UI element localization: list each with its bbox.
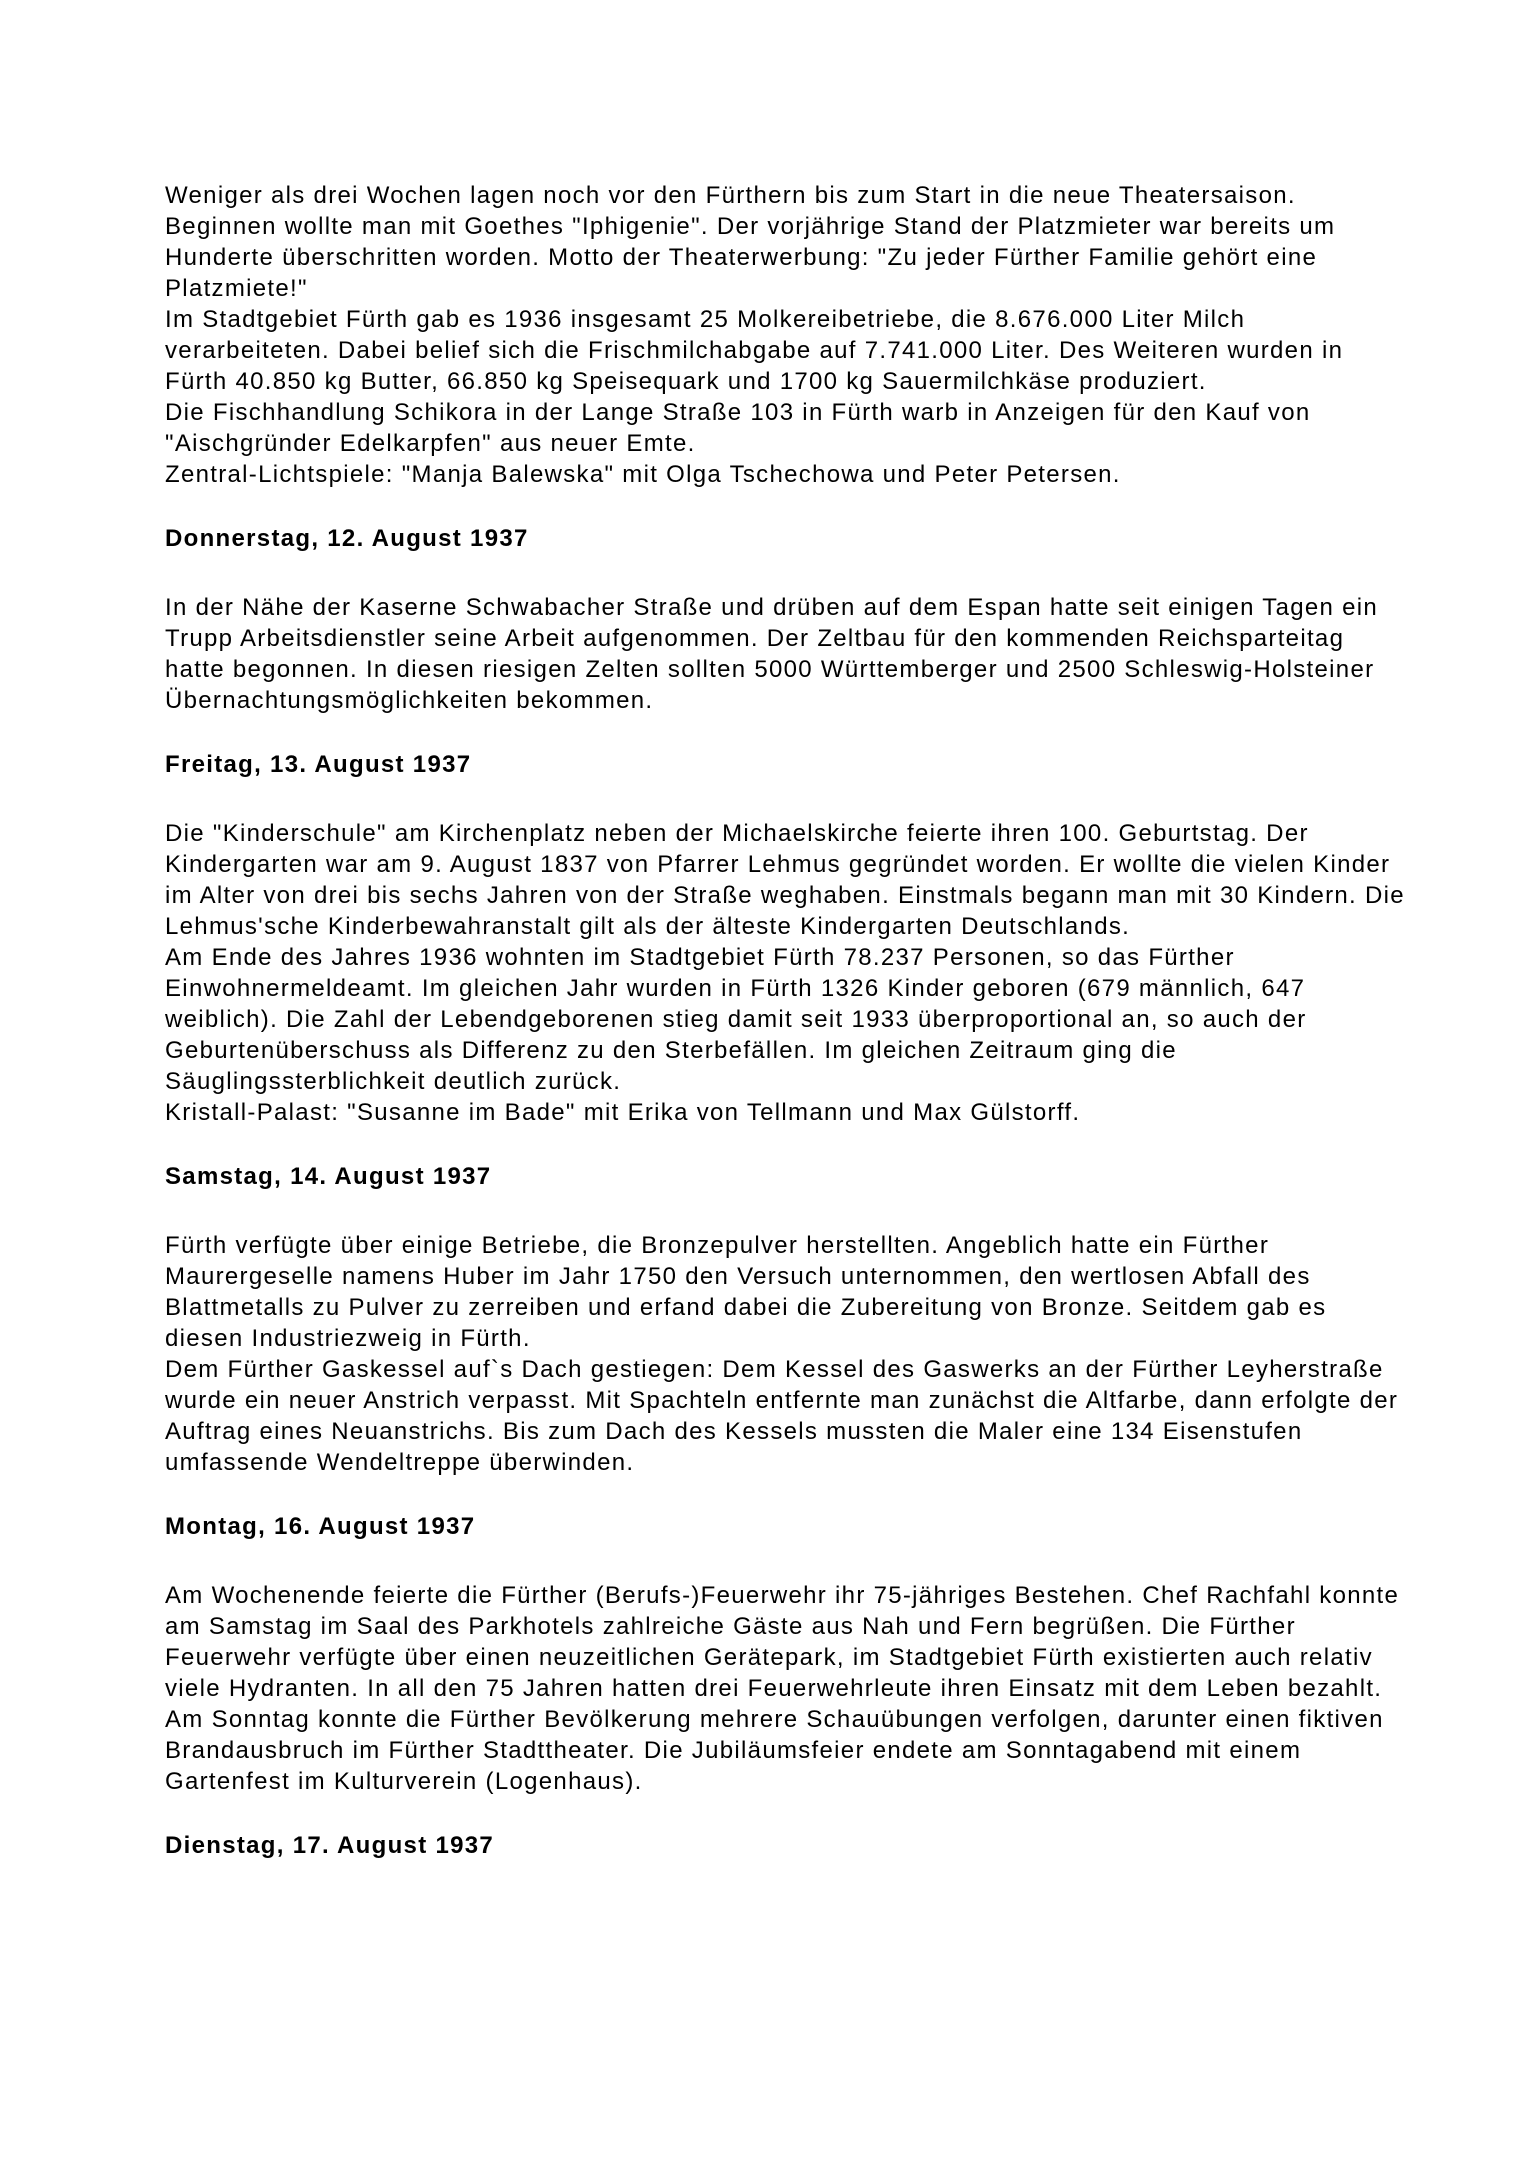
paragraph-reichsparteitag-zeltbau: In der Nähe der Kaserne Schwabacher Straße und drüben auf dem Espan hatte seit einigen Tagen ein Trupp Arbeitsdienstler seine Arbeit aufgenommen. Der Zeltbau für den kommenden Reichsparteitag hatte begonnen. In diesen riesigen Zelten sollten 5000 Württemberger und 2500 Schleswig-Holsteiner Übernachtungsmöglichkeiten bekommen.: [165, 594, 1379, 714]
section-heading-samstag-14-august-1937: Samstag, 14. August 1937: [165, 1163, 492, 1190]
paragraph-einwohnerstatistik: Am Ende des Jahres 1936 wohnten im Stadtgebiet Fürth 78.237 Personen, so das Fürther Einwohnermeldeamt. Im gleichen Jahr wurden in Fürth 1326 Kinder geboren (679 männlich, 647 weiblich). Die Zahl der Lebendgeborenen stieg damit seit 1933 überproportional an, so auch der Geburtenüberschuss als Differenz zu den Sterbefällen. Im gleichen Zeitraum ging die Säuglingssterblichkeit deutlich zurück.: [165, 944, 1307, 1095]
paragraph-gaskessel: Dem Fürther Gaskessel auf`s Dach gestiegen: Dem Kessel des Gaswerks an der Fürther Leyherstraße wurde ein neuer Anstrich verpasst. Mit Spachteln entfernte man zunächst die Altfarbe, dann erfolgte der Auftrag eines Neuanstrichs. Bis zum Dach des Kessels mussten die Maler eine 134 Eisenstufen umfassende Wendeltreppe überwinden.: [165, 1356, 1399, 1476]
section-heading-dienstag-17-august-1937: Dienstag, 17. August 1937: [165, 1832, 495, 1859]
paragraph-feuerwehr-jubilaeum: Am Wochenende feierte die Fürther (Berufs-)Feuerwehr ihr 75-jähriges Bestehen. Chef Rachfahl konnte am Samstag im Saal des Parkhotels zahlreiche Gäste aus Nah und Fern begrüßen. Die Fürther Feuerwehr verfügte über einen neuzeitlichen Gerätepark, im Stadtgebiet Fürth existierten auch relativ viele Hydranten. In all den 75 Jahren hatten drei Feuerwehrleute ihren Einsatz mit dem Leben bezahlt. Am Sonntag konnte die Fürther Bevölkerung mehrere Schauübungen verfolgen, darunter einen fiktiven Brandausbruch im Fürther Stadttheater. Die Jubiläumsfeier endete am Sonntagabend mit einem Gartenfest im Kulturverein (Logenhaus).: [165, 1582, 1400, 1795]
paragraph-bronzepulver: Fürth verfügte über einige Betriebe, die Bronzepulver herstellten. Angeblich hatte ein Fürther Maurergeselle namens Huber im Jahr 1750 den Versuch unternommen, den wertlosen Abfall des Blattmetalls zu Pulver zu zerreiben und erfand dabei die Zubereitung von Bronze. Seitdem gab es diesen Industriezweig in Fürth.: [165, 1232, 1327, 1352]
intro-paragraph-zentral-lichtspiele: Zentral-Lichtspiele: "Manja Balewska" mit Olga Tschechowa und Peter Petersen.: [165, 461, 1121, 488]
document-content: [165, 180, 1405, 1899]
section-heading-montag-16-august-1937: Montag, 16. August 1937: [165, 1513, 476, 1540]
intro-paragraph-theatersaison: Weniger als drei Wochen lagen noch vor den Fürthern bis zum Start in die neue Theatersaison. Beginnen wollte man mit Goethes "Iphigenie". Der vorjährige Stand der Platzmieter war bereits um Hunderte überschritten worden. Motto der Theaterwerbung: "Zu jeder Fürther Familie gehört eine Platzmiete!": [165, 182, 1336, 302]
intro-paragraph-molkereibetriebe: Im Stadtgebiet Fürth gab es 1936 insgesamt 25 Molkereibetriebe, die 8.676.000 Liter Milch verarbeiteten. Dabei belief sich die Frischmilchabgabe auf 7.741.000 Liter. Des Weiteren wurden in Fürth 40.850 kg Butter, 66.850 kg Speisequark und 1700 kg Sauermilchkäse produziert.: [165, 306, 1344, 395]
paragraph-kristall-palast: Kristall-Palast: "Susanne im Bade" mit Erika von Tellmann und Max Gülstorff.: [165, 1099, 1081, 1126]
paragraph-kinderschule: Die "Kinderschule" am Kirchenplatz neben der Michaelskirche feierte ihren 100. Geburtstag. Der Kindergarten war am 9. August 1837 von Pfarrer Lehmus gegründet worden. Er wollte die vielen Kinder im Alter von drei bis sechs Jahren von der Straße weghaben. Einstmals begann man mit 30 Kindern. Die Lehmus'sche Kinderbewahranstalt gilt als der älteste Kindergarten Deutschlands.: [165, 820, 1405, 940]
section-heading-donnerstag-12-august-1937: Donnerstag, 12. August 1937: [165, 525, 529, 552]
intro-paragraph-fischhandlung: Die Fischhandlung Schikora in der Lange Straße 103 in Fürth warb in Anzeigen für den Kauf von "Aischgründer Edelkarpfen" aus neuer Emte.: [165, 399, 1311, 457]
section-heading-freitag-13-august-1937: Freitag, 13. August 1937: [165, 751, 472, 778]
